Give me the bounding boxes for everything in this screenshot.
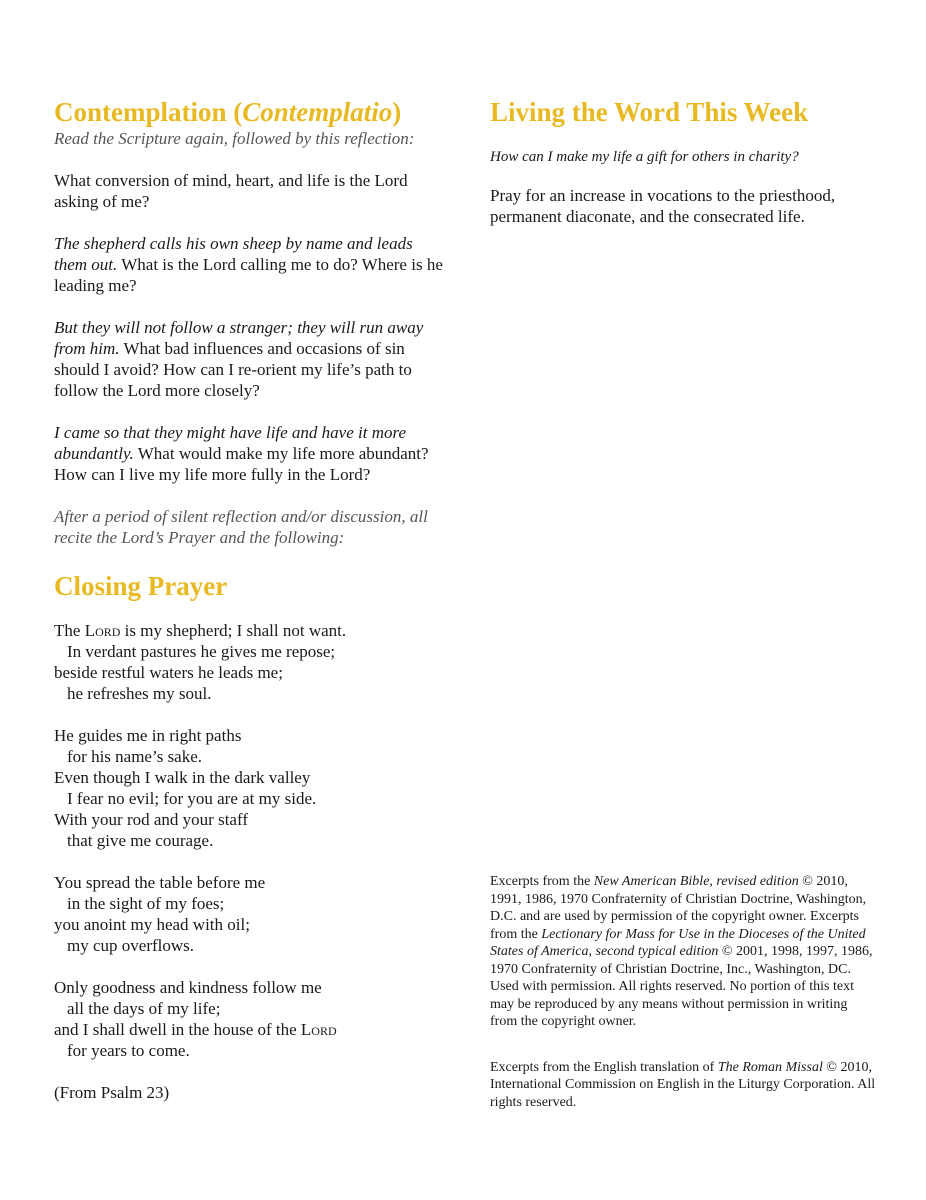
contemplation-intro: Read the Scripture again, followed by this reflection: (54, 129, 415, 148)
reflection-paragraph-1: What conversion of mind, heart, and life is the Lord asking of me? (54, 171, 408, 211)
psalm-line: he refreshes my soul. (67, 684, 212, 703)
closing-note: After a period of silent reflection and/or discussion, all recite the Lord’s Prayer and the following: (54, 507, 428, 547)
reflection-paragraph-3: But they will not follow a stranger; they will run away from him. What bad influences and occasions of sin should I avoid? How can I re-orient my life’s path to follow the Lord more closely? (54, 318, 424, 400)
copyright-notice-1: Excerpts from the New American Bible, revised edition © 2010, 1991, 1986, 1970 Confraternity of Christian Doctrine, Washington, D.C. and are used by permission of the copyright owner. Excerpts from the Lectionary for Mass for Use in the Dioceses of the United States of America, second typical edition © 2001, 1998, 1997, 1986, 1970 Confraternity of Christian Doctrine, Inc., Washington, DC. Used with permission. All rights reserved. No portion of this text may be reproduced by any means without permission in writing from the copyright owner. (490, 874, 873, 1029)
psalm-line: Only goodness and kindness follow me (54, 978, 322, 997)
psalm-line: for his name’s sake. (67, 747, 203, 766)
psalm-line: beside restful waters he leads me; (54, 663, 283, 682)
closing-prayer-heading: Closing Prayer (54, 571, 228, 601)
psalm-line: You spread the table before me (54, 873, 266, 892)
psalm-line: and I shall dwell in the house of the Lord (54, 1020, 337, 1039)
psalm-line: that give me courage. (67, 831, 214, 850)
psalm-line: you anoint my head with oil; (54, 915, 250, 934)
psalm-line: With your rod and your staff (54, 810, 248, 829)
reflection-paragraph-4: I came so that they might have life and have it more abundantly. What would make my life more abundant? How can I live my life more fully in the Lord? (54, 423, 429, 484)
psalm-line: for years to come. (67, 1041, 190, 1060)
copyright-notices (490, 873, 876, 1111)
left-column (54, 96, 444, 1103)
psalm-line: all the days of my life; (67, 999, 221, 1018)
psalm-line: my cup overflows. (67, 936, 195, 955)
psalm-line: He guides me in right paths (54, 726, 242, 745)
psalm-line: In verdant pastures he gives me repose; (67, 642, 336, 661)
living-word-question: How can I make my life a gift for others in charity? (490, 149, 799, 165)
right-column (490, 96, 880, 227)
psalm-line: The Lord is my shepherd; I shall not want. (54, 621, 347, 640)
psalm-text (54, 620, 444, 1103)
living-word-heading: Living the Word This Week (490, 97, 809, 127)
living-word-text: Pray for an increase in vocations to the priesthood, permanent diaconate, and the consecrated life. (490, 186, 836, 226)
copyright-notice-2: Excerpts from the English translation of The Roman Missal © 2010, International Commission on English in the Liturgy Corporation. All rights reserved. (490, 1059, 876, 1110)
psalm-line: in the sight of my foes; (67, 894, 225, 913)
contemplation-heading: Contemplation (Contemplatio) (54, 97, 402, 127)
psalm-line: I fear no evil; for you are at my side. (67, 789, 317, 808)
psalm-source: (From Psalm 23) (54, 1083, 170, 1102)
psalm-line: Even though I walk in the dark valley (54, 768, 311, 787)
reflection-paragraph-2: The shepherd calls his own sheep by name and leads them out. What is the Lord calling me to do? Where is he leading me? (54, 234, 443, 295)
